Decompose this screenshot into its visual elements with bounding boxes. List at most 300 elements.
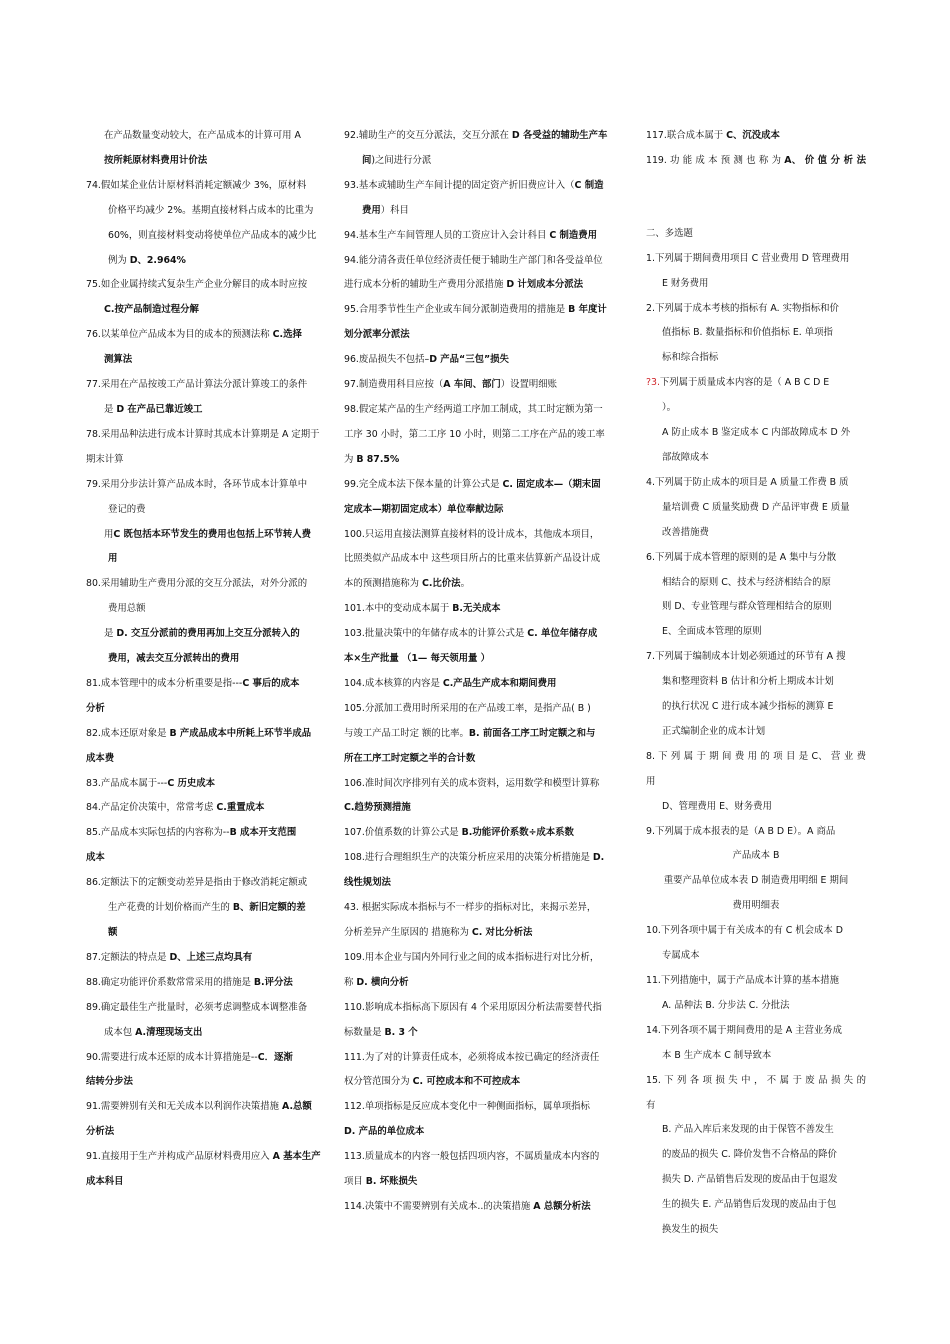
answer-text: 间: [362, 154, 372, 166]
text-line: [344, 722, 630, 747]
text-line: [646, 695, 866, 720]
answer-text: 分析法: [86, 1126, 115, 1138]
line-text: 标和综合指标: [662, 352, 719, 364]
line-text: 1.下列属于期间费用项目 C 营业费用 D 管理费用: [646, 252, 850, 264]
answer-text: C 制造: [574, 179, 604, 191]
text-line: [646, 894, 866, 919]
line-text: 重要产品单位成本表 D 制造费用明细 E 期间: [663, 875, 849, 887]
text-line: [344, 298, 630, 323]
answer-text: D 各受益的辅助生产车: [511, 130, 608, 141]
answer-text: A 基本生产: [272, 1151, 321, 1163]
line-text: A. 品种法 B. 分步法 C. 分批法: [662, 999, 790, 1011]
line-text: 6.下列属于成本管理的原则的是 A 集中与分散: [646, 551, 837, 563]
line-text: 101.本中的变动成本属于: [344, 603, 453, 615]
line-text: 2.下列属于成本考核的指标有 A. 实物指标和价: [646, 302, 839, 314]
line-text: 113.质量成本的内容一般包括四项内容，不属质量成本内容的: [344, 1151, 600, 1163]
answer-text: C 历史成本: [167, 777, 215, 789]
answer-text: B 87.5%: [356, 453, 400, 465]
answer-text: B 产成品成本中所耗上环节半成品: [169, 727, 312, 739]
text-line: [344, 199, 630, 224]
text-line: [344, 273, 630, 298]
line-text: 相结合的原则 C、技术与经济相结合的原: [662, 576, 831, 588]
line-text: 集和整理资料 B 估计和分析上期成本计划: [662, 676, 834, 688]
text-line: [646, 496, 866, 521]
text-line: [646, 272, 866, 297]
line-text: 83.产品成本属于---: [86, 777, 168, 789]
text-line: [646, 1044, 866, 1069]
text-line: [646, 994, 866, 1019]
line-text: 85.产品成本实际包括的内容称为--: [86, 827, 230, 839]
text-line: [646, 820, 866, 845]
line-text: 75.如企业属持续式复杂生产企业分解目的成本时应按: [86, 279, 308, 291]
text-line: [344, 473, 630, 498]
line-text: 84.产品定价决策中，常常考虑: [86, 802, 217, 814]
text-line: [86, 996, 332, 1021]
text-line: [344, 373, 630, 398]
line-text: 值指标 B. 数量指标和价值指标 E. 单项指: [662, 327, 833, 339]
line-text: E 财务费用: [662, 277, 709, 289]
answer-text: C.选择: [272, 329, 302, 341]
text-line: [646, 1069, 866, 1119]
text-line: [646, 969, 866, 994]
text-line: [344, 124, 630, 149]
line-text: 92.辅助生产的交互分派法，交互分派在: [344, 130, 512, 141]
line-text: 分析差异产生原因的 措施称为: [344, 927, 472, 938]
text-line: [86, 871, 332, 896]
line-text: 改善措施费: [662, 526, 709, 538]
text-line: [344, 547, 630, 572]
text-line: [344, 149, 630, 174]
text-line: [646, 745, 866, 795]
text-line: [86, 896, 332, 921]
line-text: 107.价值系数的计算公式是: [344, 827, 462, 839]
text-line: [86, 572, 332, 597]
answer-text: C. 对比分析法: [471, 927, 533, 938]
text-line: [646, 645, 866, 670]
answer-text: D、上述三点均具有: [169, 951, 253, 963]
text-line: [86, 174, 332, 199]
line-text: 103.批量决策中的年储存成本的计算公式是: [344, 628, 528, 640]
answer-text: B、新旧定额的差: [232, 902, 306, 914]
text-line: [344, 597, 630, 622]
text-line: [344, 1095, 630, 1120]
line-text: 成本包: [104, 1026, 136, 1038]
text-line: [86, 348, 332, 373]
text-line: [344, 348, 630, 373]
text-line: [344, 174, 630, 199]
answer-text: B 年度计: [568, 304, 607, 316]
line-text: 100.只运用直接法测算直接材料的设计成本，其他成本项目，: [344, 528, 600, 540]
line-text: 称: [344, 976, 357, 988]
line-text: 97.制造费用科目应按（: [344, 379, 444, 391]
text-line: [646, 297, 866, 322]
text-line: [344, 224, 630, 249]
text-line: [646, 247, 866, 272]
text-line: [86, 796, 332, 821]
line-text: 91.直接用于生产并构成产品原材料费用应入: [86, 1151, 273, 1163]
text-line: [344, 1120, 630, 1145]
line-text: 费用明细表: [732, 900, 780, 912]
line-text: 量培训费 C 质量奖励费 D 产品评审费 E 质量: [662, 501, 850, 513]
answer-text: 划分派率分派法: [344, 329, 410, 341]
answer-text: B.评分法: [253, 976, 293, 988]
line-text: E、全面成本管理的原则: [662, 626, 762, 638]
line-text-tail: 。: [460, 578, 470, 590]
text-line: [646, 571, 866, 596]
text-line: [86, 249, 332, 274]
text-line: [646, 1143, 866, 1168]
line-text: 93.基本或辅助生产车间计提的固定资产折旧费应计入（: [344, 179, 575, 191]
answer-text: D 在产品已靠近竣工: [116, 403, 203, 415]
text-line: [86, 1046, 332, 1071]
answer-text: C.产品生产成本和期间费用: [442, 677, 557, 689]
line-text: 89.确定最佳生产批量时，必须考虑调整成本调整准备: [86, 1001, 308, 1013]
line-text: 94.能分清各责任单位经济责任便于辅助生产部门和各受益单位: [344, 254, 603, 266]
text-line: [344, 747, 630, 772]
text-line: [344, 846, 630, 871]
answer-text: A 总额分析法: [533, 1200, 591, 1212]
line-text: 部故障成本: [662, 451, 709, 463]
answer-text: 定成本—期初固定成本）单位奉献边际: [344, 503, 504, 515]
text-line: [86, 149, 332, 174]
text-line: [86, 1170, 332, 1195]
line-text: 91.需要辨别有关和无关成本以利润作决策措施: [86, 1101, 283, 1113]
line-text: 78.采用品种法进行成本计算时其成本计算期是 A 定期于: [86, 428, 320, 440]
line-text-tail: 下列属于质量成本内容的是（ A B C D E: [659, 377, 830, 389]
line-text: 82.成本还原对象是: [86, 727, 170, 739]
answer-text: 成本费: [86, 752, 115, 764]
answer-text: 线性规划法: [344, 877, 391, 889]
line-text: 换发生的损失: [662, 1224, 719, 1236]
text-line: [344, 323, 630, 348]
text-line: [646, 795, 866, 820]
answer-text: 费用: [362, 204, 381, 216]
line-text: 108.进行合理组织生产的决策分析应采用的决策分析措施是: [344, 852, 593, 864]
answer-text: A 车间、部门: [443, 379, 501, 391]
answer-text: B. 坏账损失: [365, 1176, 418, 1188]
text-line: [86, 772, 332, 797]
line-text: 为: [344, 453, 357, 465]
text-line: [646, 371, 866, 396]
text-line: [646, 720, 866, 745]
text-line: [344, 622, 630, 647]
answer-text: D. 横向分析: [356, 976, 409, 988]
text-line: [646, 396, 866, 421]
answer-text: B. 前面各工序工时定额之和与: [468, 727, 596, 739]
text-line: [86, 821, 332, 846]
text-line: [344, 1070, 630, 1095]
answer-text: A.清理现场支出: [135, 1026, 203, 1038]
line-text: 96.废品损失不包括–: [344, 354, 430, 366]
line-text: 104.成本核算的内容是: [344, 677, 443, 689]
text-line: [86, 199, 332, 224]
line-text: B. 产品入库后来发现的由于保管不善发生: [662, 1124, 834, 1136]
answer-text: B.功能评价系数÷成本系数: [461, 827, 574, 839]
answer-text: B.无关成本: [452, 603, 501, 615]
line-text: 进行成本分析的辅助生产费用分派措施: [344, 279, 507, 291]
line-text: 95.合用季节性生产企业或车间分派制造费用的措施是: [344, 304, 569, 316]
text-line: [86, 224, 332, 249]
line-text: 43. 根据实际成本指标与不一样步的指标对比，来揭示差异，: [344, 902, 597, 914]
text-line: [344, 946, 630, 971]
text-line: [86, 971, 332, 996]
line-text: 工序 30 小时，第二工序 10 小时，则第二工序在产品的竣工率: [344, 428, 605, 440]
text-line: [646, 346, 866, 371]
line-text: 15. 下 列 各 项 损 失 中 ， 不 属 于 废 品 损 失 的 有: [646, 1074, 866, 1111]
answer-text: C.趋势预测措施: [344, 802, 411, 814]
line-text: 费用总额: [108, 603, 146, 615]
line-text: 86.定额法下的定额变动差异是指由于修改消耗定额或: [86, 877, 308, 889]
answer-text: 本×生产批量 （1— 每天领用量 ）: [344, 653, 491, 665]
answer-text: 结转分步法: [86, 1076, 133, 1088]
answer-text: A、 价 值 分 析 法: [784, 154, 866, 166]
column-middle: [344, 124, 630, 1220]
line-text: 88.确定功能评价系数常常采用的措施是: [86, 976, 254, 988]
answer-text: 费用，减去交互分派转出的费用: [108, 653, 240, 665]
text-line: [86, 448, 332, 473]
line-text: 本 B 生产成本 C 制导致本: [662, 1049, 772, 1061]
text-line: [86, 1021, 332, 1046]
text-line: [344, 249, 630, 274]
line-text: 8. 下 列 属 于 期 间 费 用 的 项 目 是 C、 营 业 费 用: [646, 750, 866, 787]
line-text: D、管理费用 E、财务费用: [662, 800, 772, 812]
text-line: [86, 1070, 332, 1095]
text-line: [86, 1120, 332, 1145]
line-text: 119. 功 能 成 本 预 测 也 称 为: [646, 154, 785, 166]
line-text: 114.决策中不需要辨别有关成本..的决策措施: [344, 1200, 534, 1212]
line-text: 与竣工产品工时定 额的比率。: [344, 727, 469, 739]
line-text: 111.为了对的计算责任成本，必须将成本按已确定的经济责任: [344, 1051, 600, 1063]
text-line: [86, 597, 332, 622]
text-line: [646, 521, 866, 546]
text-line: [646, 1193, 866, 1218]
text-line: [344, 647, 630, 672]
line-text-tail: )之间进行分派: [371, 154, 432, 166]
text-line: [344, 423, 630, 448]
line-text: 二、多选题: [646, 227, 693, 239]
line-text: 11.下列措施中，属于产品成本计算的基本措施: [646, 975, 840, 986]
line-text-tail: ）设置明细账: [500, 379, 557, 391]
line-text: 价格平均减少 2%。基期直接材料占成本的比重为: [108, 204, 314, 216]
answer-text: C. 可控成本和不可控成本: [412, 1076, 521, 1088]
answer-text: 额: [108, 927, 118, 938]
answer-text: C 事后的成本: [242, 677, 300, 689]
line-text: 60%，则直接材料变动将使单位产品成本的减少比: [108, 229, 317, 241]
text-line: [646, 620, 866, 645]
line-text: 10.下列各项中属于有关成本的有 C 机会成本 D: [646, 925, 843, 937]
answer-text: 所在工序工时定额之半的合计数: [344, 752, 476, 764]
line-text: 117.联合成本属于: [646, 130, 727, 141]
text-line: [86, 846, 332, 871]
text-line: [646, 1168, 866, 1193]
line-text: 94.基本生产车间管理人员的工资应计入会计科目: [344, 229, 550, 241]
text-line: [646, 546, 866, 571]
text-line: [646, 124, 866, 149]
text-line: [86, 298, 332, 323]
text-line: [344, 523, 630, 548]
text-line: [86, 722, 332, 747]
line-text: 生的损失 E. 产品销售后发现的废品由于包: [662, 1199, 837, 1211]
text-line: [86, 124, 332, 149]
text-line: [86, 697, 332, 722]
line-text: 例为: [108, 254, 130, 266]
text-line: [646, 321, 866, 346]
line-text: 112.单项指标是反应成本变化中一种侧面指标，属单项指标: [344, 1101, 590, 1113]
line-text: 106.准时间次序排列有关的成本资料，运用数学和模型计算称: [344, 777, 600, 789]
line-text: 专属成本: [662, 950, 700, 962]
line-text: 76.以某单位产品成本为目的成本的预测法称: [86, 329, 273, 341]
line-text: 是: [104, 628, 117, 640]
answer-text: C 制造费用: [549, 229, 598, 241]
line-text: 在产品数量变动较大，在产品成本的计算可用 A: [104, 130, 301, 141]
text-line: [646, 1118, 866, 1143]
line-text: 9.下列属于成本报表的是（A B D E）。A 商品: [646, 825, 836, 837]
line-text: 14.下列各项不属于期间费用的是 A 主营业务成: [646, 1024, 843, 1036]
text-line: [86, 523, 332, 548]
text-line: [86, 647, 332, 672]
text-line: [646, 446, 866, 471]
line-text: 80.采用辅助生产费用分派的交互分派法，对外分派的: [86, 578, 308, 590]
text-line: [344, 821, 630, 846]
line-text: 产品成本 B: [732, 850, 780, 862]
line-text: 是: [104, 403, 117, 415]
text-line: [344, 398, 630, 423]
answer-text: B 成本开支范围: [229, 827, 297, 839]
text-line: [344, 1046, 630, 1071]
text-line: [344, 1170, 630, 1195]
text-line: [86, 373, 332, 398]
answer-text: C．逐渐: [257, 1051, 293, 1063]
line-text: 109.用本企业与国内外同行业之间的成本指标进行对比分析，: [344, 951, 600, 963]
line-text: 4.下列属于防止成本的项目是 A 质量工作费 B 质: [646, 476, 849, 488]
line-text: 标数量是: [344, 1026, 385, 1038]
text-line: [86, 946, 332, 971]
text-line: [344, 772, 630, 797]
text-line: [344, 697, 630, 722]
text-line: [344, 672, 630, 697]
text-line: [86, 498, 332, 523]
column-left: [86, 124, 332, 1195]
text-line: [344, 871, 630, 896]
answer-text: 成本: [86, 852, 105, 864]
text-line: [86, 622, 332, 647]
text-line: [646, 869, 866, 894]
answer-text: B. 3 个: [384, 1026, 418, 1038]
text-line: [646, 421, 866, 446]
answer-text: 分析: [86, 702, 105, 714]
line-text: 的执行状况 C 进行成本减少指标的测算 E: [662, 701, 834, 713]
answer-text: C.比价法: [421, 578, 461, 590]
text-line: [646, 595, 866, 620]
line-text: 用: [104, 528, 114, 540]
line-text: 的废品的损失 C. 降价发售不合格品的降价: [662, 1149, 837, 1161]
text-line: [86, 323, 332, 348]
answer-text: C.按产品制造过程分解: [104, 304, 199, 316]
answer-text: D.: [592, 852, 605, 864]
text-line: [344, 1021, 630, 1046]
text-line: [646, 1218, 866, 1243]
text-line: [344, 796, 630, 821]
text-line: [646, 222, 866, 247]
line-text: ）。: [662, 402, 677, 414]
line-text: 比照类似产品成本中 这些项目所占的比重来估算新产品设计成: [344, 553, 601, 565]
text-line: [344, 498, 630, 523]
line-text: 110.影响成本指标高下原因有 4 个采用原因分析法需要替代指: [344, 1001, 602, 1013]
line-text: 105.分派加工费用时所采用的在产品竣工率，是指产品( B ): [344, 702, 591, 714]
text-line: [86, 473, 332, 498]
answer-text: 用: [108, 553, 118, 565]
answer-text: C 既包括本环节发生的费用也包括上环节转人费: [113, 528, 312, 540]
answer-text: 测算法: [104, 354, 133, 366]
answer-text: D 计划成本分派法: [506, 279, 584, 291]
text-line: [344, 996, 630, 1021]
text-line: [86, 547, 332, 572]
text-line: [646, 1019, 866, 1044]
line-text: 期末计算: [86, 453, 124, 465]
column-right: [646, 124, 866, 1243]
text-line: [86, 747, 332, 772]
line-text: 权分管范围分为: [344, 1076, 413, 1088]
answer-text: C、沉没成本: [726, 130, 780, 141]
text-line: [646, 471, 866, 496]
answer-text: C.重置成本: [216, 802, 265, 814]
answer-text: D、2.964%: [129, 254, 186, 266]
text-line: [646, 174, 866, 222]
text-line: [646, 670, 866, 695]
line-text: 登记的费: [108, 503, 146, 515]
line-text: 87.定额法的特点是: [86, 951, 170, 963]
answer-text: 成本科目: [86, 1176, 124, 1188]
line-text: 本的预测措施称为: [344, 578, 422, 590]
text-line: [646, 944, 866, 969]
text-line: [646, 844, 866, 869]
answer-text: D. 交互分派前的费用再加上交互分派转入的: [116, 628, 300, 640]
answer-text: D. 产品的单位成本: [344, 1126, 425, 1138]
text-line: [344, 971, 630, 996]
line-text: 损失 D. 产品销售后发现的废品由于包退发: [662, 1174, 838, 1186]
line-text: 74.假如某企业估计原材料消耗定额减少 3%，原材料: [86, 179, 307, 191]
answer-text: 按所耗原材料费用计价法: [104, 154, 208, 166]
question-mark-marker: ?3.: [646, 377, 660, 389]
text-line: [344, 572, 630, 597]
text-line: [86, 273, 332, 298]
answer-text: A.总额: [282, 1101, 312, 1113]
text-line: [344, 896, 630, 921]
answer-text: C. 单位年储存成: [527, 628, 598, 640]
text-line: [646, 919, 866, 944]
answer-text: D 产品“三包”损失: [429, 354, 509, 366]
line-text: 90.需要进行成本还原的成本计算措施是--: [86, 1051, 258, 1063]
line-text: 则 D、专业管理与群众管理相结合的原则: [662, 601, 832, 613]
line-text: A 防止成本 B 鉴定成本 C 内部故障成本 D 外: [662, 427, 851, 439]
line-text: 98.假定某产品的生产经两道工序加工制成，其工时定额为第一: [344, 403, 603, 415]
text-line: [86, 672, 332, 697]
text-line: [344, 1195, 630, 1220]
text-line: [86, 1095, 332, 1120]
line-text: 生产花费的计划价格而产生的: [108, 902, 233, 914]
text-line: [646, 149, 866, 174]
line-text: 77.采用在产品按竣工产品计算法分派计算竣工的条件: [86, 379, 308, 391]
text-line: [344, 921, 630, 946]
line-text: 99.完全成本法下保本量的计算公式是: [344, 478, 503, 490]
line-text: 7.下列属于编制成本计划必须通过的环节有 A 搜: [646, 651, 846, 663]
text-line: [86, 398, 332, 423]
text-line: [86, 1145, 332, 1170]
line-text: 81.成本管理中的成本分析重要是指---: [86, 677, 243, 689]
line-text: 79.采用分步法计算产品成本时，各环节成本计算单中: [86, 478, 308, 490]
text-line: [86, 423, 332, 448]
text-line: [344, 1145, 630, 1170]
